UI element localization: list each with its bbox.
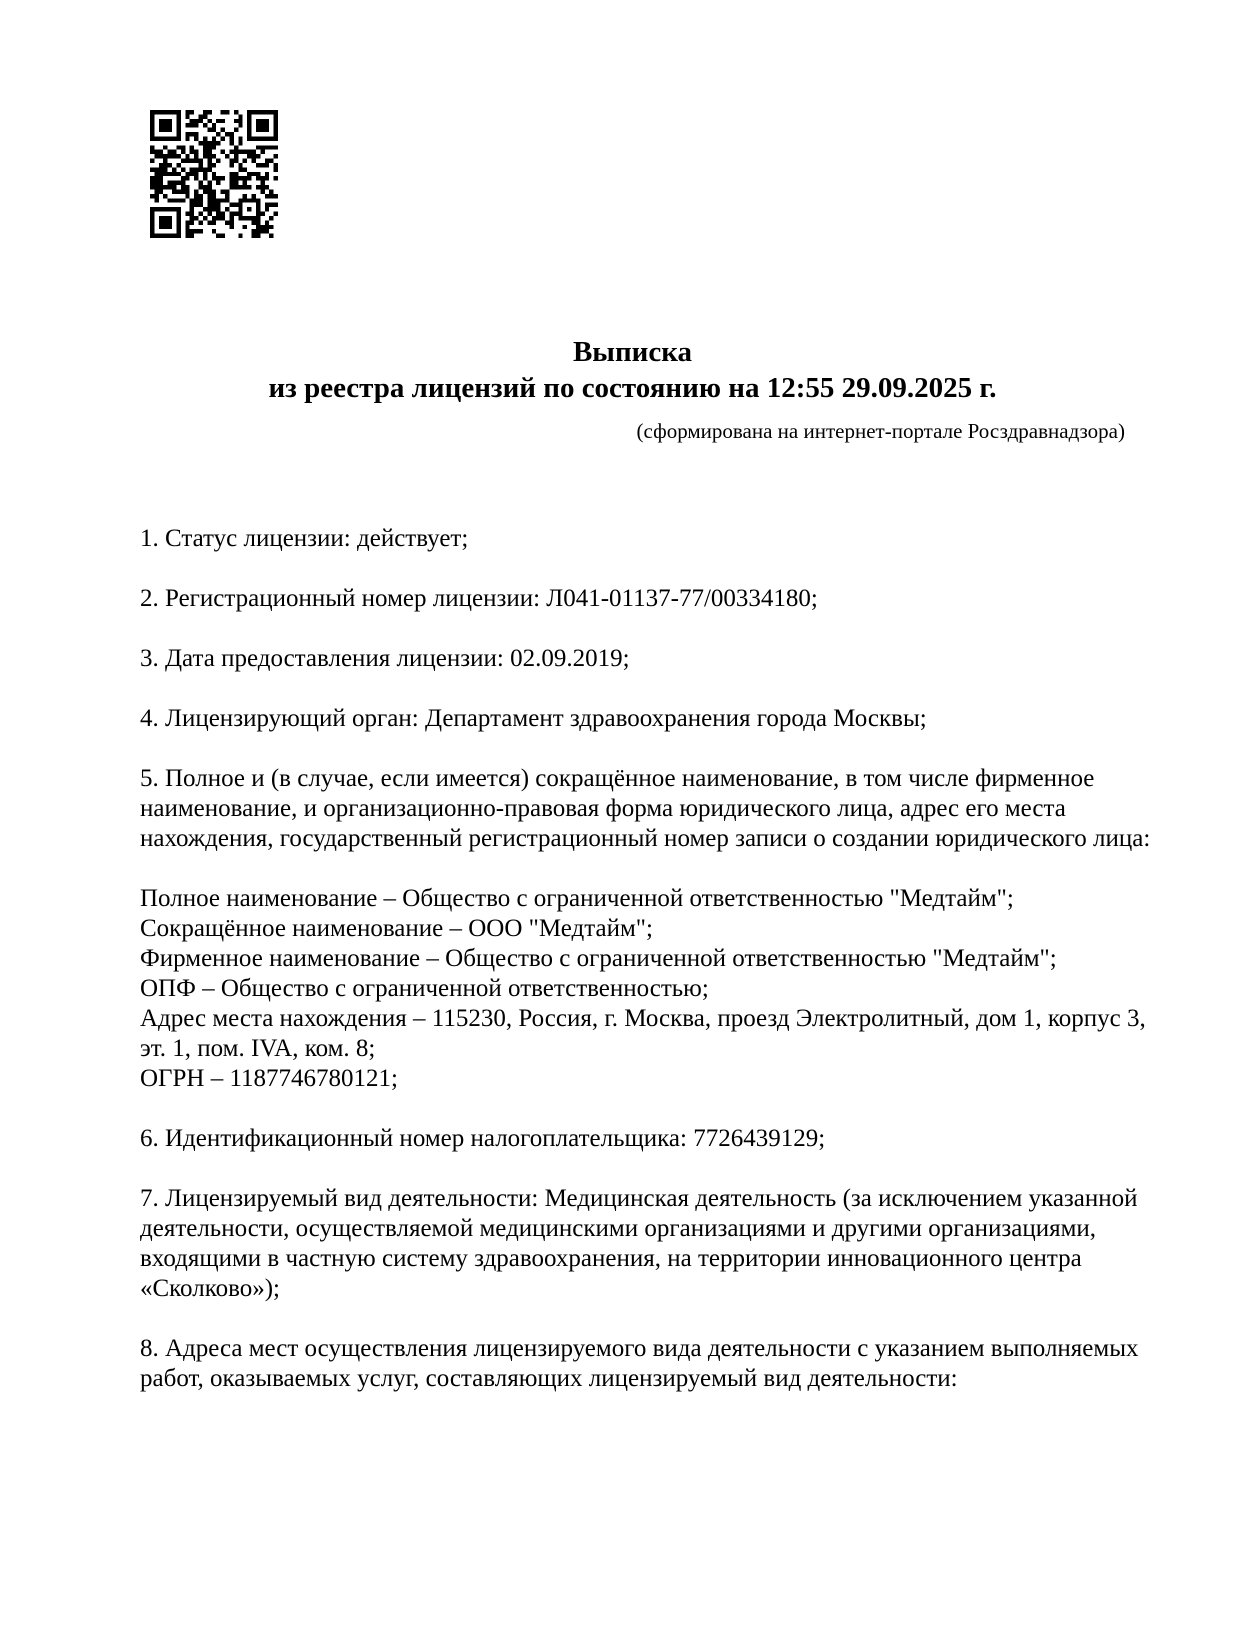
title-line-1: Выписка — [572, 336, 693, 368]
paragraph — [140, 884, 1146, 1094]
paragraph-line: 2. Регистрационный номер лицензии: Л041-01137-77/00334180; — [140, 585, 818, 612]
paragraph — [140, 644, 1125, 674]
generated-note: (сформирована на интернет-портале Росздравнадзора) — [636, 419, 1125, 443]
paragraph-line: 4. Лицензирующий орган: Департамент здравоохранения города Москвы; — [140, 705, 927, 732]
paragraph — [140, 1334, 1139, 1394]
paragraph-line: 1. Статус лицензии: действует; — [140, 525, 469, 552]
paragraph-line: деятельности, осуществляемой медицинскими организациями и другими организациями, — [140, 1215, 1097, 1242]
paragraph-line: 7. Лицензируемый вид деятельности: Медицинская деятельность (за исключением указанной — [140, 1185, 1138, 1212]
paragraph — [140, 1124, 1125, 1154]
paragraph-line: «Сколково»); — [140, 1275, 280, 1302]
paragraph-line: Адрес места нахождения – 115230, Россия, г. Москва, проезд Электролитный, дом 1, корпус 3, — [140, 1005, 1146, 1032]
document-body — [140, 524, 1151, 1394]
paragraph-line: работ, оказываемых услуг, составляющих лицензируемый вид деятельности: — [140, 1365, 958, 1392]
paragraph — [140, 584, 1125, 614]
paragraph-line: эт. 1, пом. IVA, ком. 8; — [140, 1035, 376, 1062]
paragraph-line: 3. Дата предоставления лицензии: 02.09.2019; — [140, 645, 630, 672]
paragraph-line: ОГРН – 1187746780121; — [140, 1065, 398, 1092]
paragraph — [140, 704, 1125, 734]
title-line-2: из реестра лицензий по состоянию на 12:55 29.09.2025 г. — [268, 372, 997, 404]
document-title — [140, 334, 1125, 406]
paragraph-line: ОПФ – Общество с ограниченной ответственностью; — [140, 975, 709, 1002]
paragraph — [140, 524, 1125, 554]
paragraph-line: Сокращённое наименование – ООО "Медтайм"; — [140, 915, 653, 942]
paragraph-line: 8. Адреса мест осуществления лицензируемого вида деятельности с указанием выполняемых — [140, 1335, 1139, 1362]
paragraph-line: наименование, и организационно-правовая форма юридического лица, адрес его места — [140, 795, 1066, 822]
paragraph-line: Фирменное наименование – Общество с ограниченной ответственностью "Медтайм"; — [140, 945, 1057, 972]
paragraph-line: 5. Полное и (в случае, если имеется) сокращённое наименование, в том числе фирменное — [140, 765, 1095, 792]
paragraph-line: входящими в частную систему здравоохранения, на территории инновационного центра — [140, 1245, 1082, 1272]
qr-code-icon — [150, 110, 278, 238]
paragraph-line: нахождения, государственный регистрационный номер записи о создании юридического лица: — [140, 825, 1151, 852]
document-column — [0, 334, 1240, 1394]
paragraph-line: 6. Идентификационный номер налогоплательщика: 7726439129; — [140, 1125, 826, 1152]
paragraph — [140, 764, 1151, 854]
paragraph — [140, 1184, 1138, 1304]
paragraph-line: Полное наименование – Общество с ограниченной ответственностью "Медтайм"; — [140, 885, 1014, 912]
